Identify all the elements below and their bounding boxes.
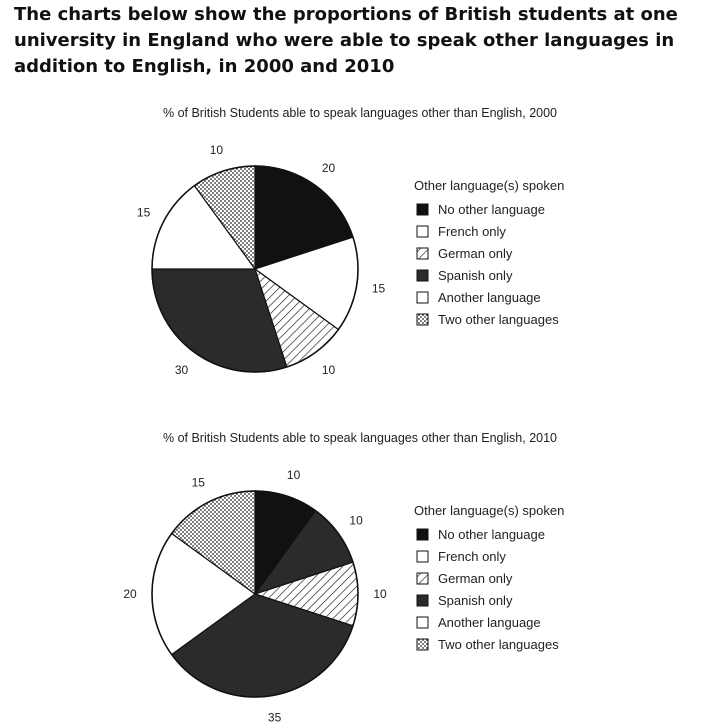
legend-label-german-only: German only [438, 246, 513, 261]
data-label-two-other-languages: 15 [191, 475, 205, 490]
data-label-spanish-only: 30 [174, 363, 189, 378]
legend-label-spanish-only: Spanish only [438, 268, 513, 283]
legend-label-french-only: French only [438, 224, 506, 239]
legend-label-another-language: Another language [438, 290, 541, 305]
legend-label-no-other-language: No other language [438, 527, 545, 542]
legend-swatch-french-only [417, 551, 428, 562]
legend-swatch-another-language [417, 292, 428, 303]
legend-label-french-only: French only [438, 549, 506, 564]
data-label-two-other-languages: 10 [209, 143, 224, 158]
legend-label-two-other-languages: Two other languages [438, 312, 559, 327]
legend-swatch-no-other-language [417, 204, 428, 215]
legend-label-spanish-only: Spanish only [438, 593, 513, 608]
legend-label-german-only: German only [438, 571, 513, 586]
legend-swatch-spanish-only [417, 595, 428, 606]
data-label-no-other-language: 10 [286, 468, 301, 483]
chart-title: % of British Students able to speak languages other than English, 2010 [162, 431, 557, 445]
pie-chart-svg [0, 100, 720, 400]
pie-slices [152, 166, 358, 372]
legend-swatch-german-only [417, 573, 428, 584]
pie-chart-2010 [0, 425, 720, 725]
legend-label-no-other-language: No other language [438, 202, 545, 217]
data-label-german-only: 10 [373, 587, 387, 601]
data-label-another-language: 15 [136, 205, 151, 220]
pie-slices [152, 491, 358, 697]
data-label-spanish-only: 35 [267, 710, 282, 725]
legend-swatch-two-other-languages [417, 314, 428, 325]
legend-swatch-spanish-only [417, 270, 428, 281]
legend-label-two-other-languages: Two other languages [438, 637, 559, 652]
data-label-another-language: 20 [123, 587, 137, 601]
legend-swatch-german-only [417, 248, 428, 259]
chart-title: % of British Students able to speak languages other than English, 2000 [162, 106, 557, 120]
legend-swatch-no-other-language [417, 529, 428, 540]
page-heading: The charts below show the proportions of British students at one university in England who were able to speak other languages in addition to English, in 2000 and 2010 [14, 4, 678, 77]
legend-title: Other language(s) spoken [414, 503, 565, 518]
legend-swatch-another-language [417, 617, 428, 628]
data-label-no-other-language: 20 [321, 160, 336, 175]
data-label-german-only: 10 [321, 363, 336, 378]
legend-swatch-two-other-languages [417, 639, 428, 650]
pie-chart-2000 [0, 100, 720, 400]
data-label-french-only: 15 [371, 281, 386, 296]
pie-chart-svg [0, 425, 720, 725]
legend-label-another-language: Another language [438, 615, 541, 630]
legend-title: Other language(s) spoken [414, 178, 565, 193]
legend-swatch-french-only [417, 226, 428, 237]
data-label-french-only: 10 [349, 513, 363, 528]
